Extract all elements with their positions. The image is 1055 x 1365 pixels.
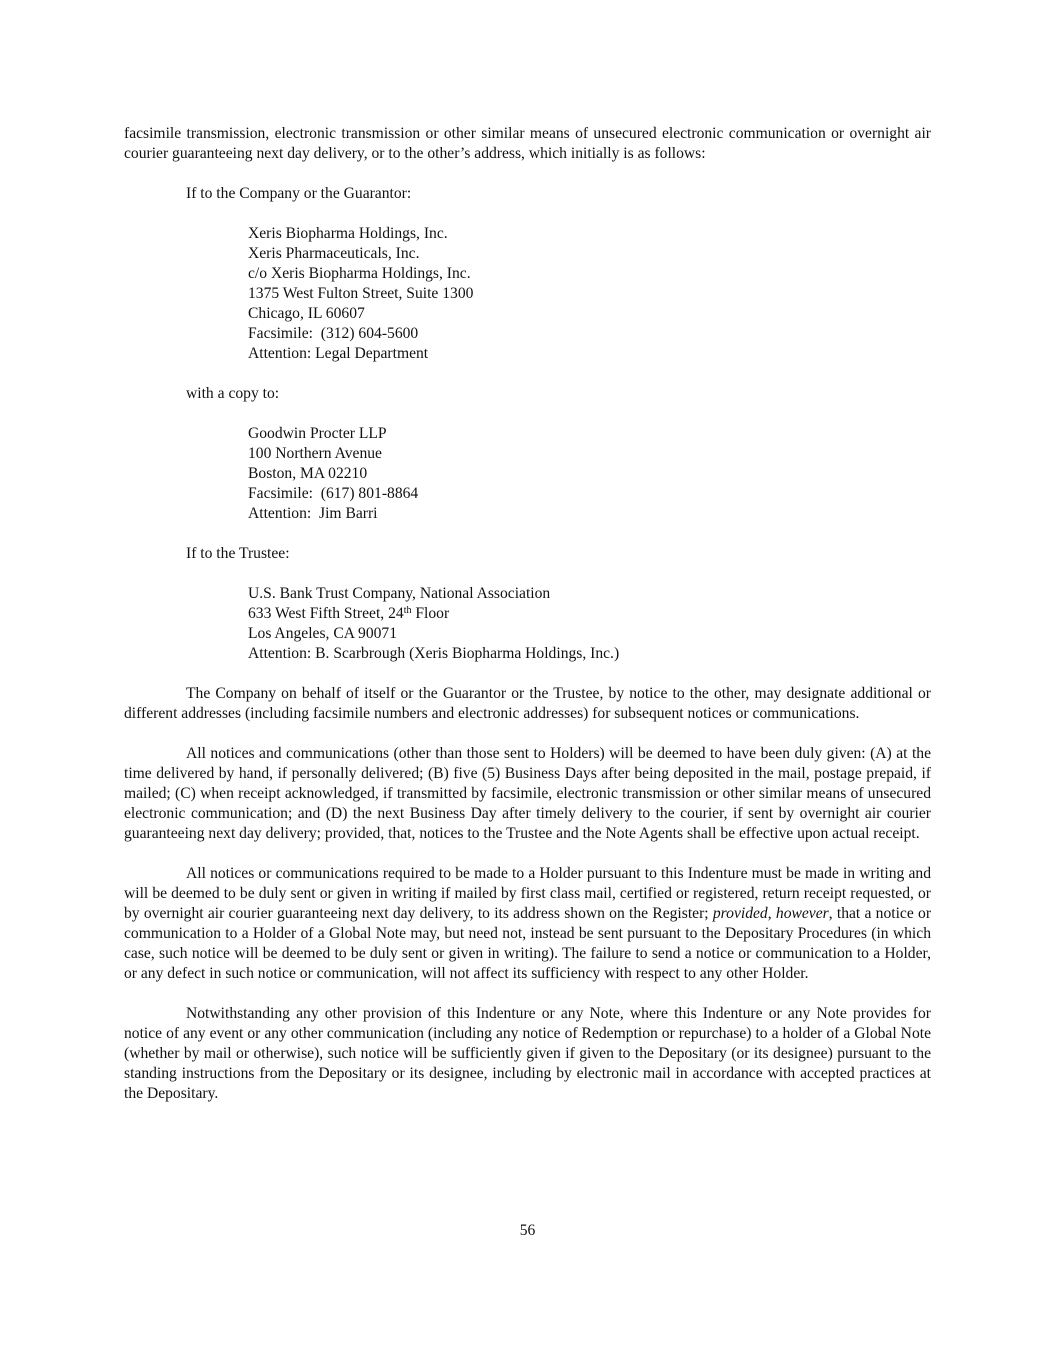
address-line: 100 Northern Avenue: [248, 445, 382, 462]
company-heading: If to the Company or the Guarantor:: [186, 185, 412, 202]
address-line: [248, 604, 931, 624]
trustee-address-block: [124, 584, 931, 664]
address-line: Attention: Legal Department: [248, 345, 429, 362]
copy-heading: with a copy to:: [186, 385, 280, 402]
trustee-heading: If to the Trustee:: [186, 545, 290, 562]
address-line: U.S. Bank Trust Company, National Association: [248, 585, 551, 602]
intro-paragraph: facsimile transmission, electronic transmission or other similar means of unsecured electronic communication or overnight air courier guaranteeing next day delivery, or to the other’s address, which initially is as follows:: [124, 125, 931, 162]
street-text: 633 West Fifth Street, 24: [248, 605, 404, 622]
holder-text-1: All notices or communications required to be made to a Holder pursuant to this Indenture must be made in writing and will be deemed to be duly sent or given in writing if mailed by first class mail, certified or registered, return receipt requested, or by overnight air courier guaranteeing next day delivery, to its address shown on the Register;: [124, 865, 931, 922]
copy-address-block: [124, 424, 931, 524]
holder-notice-paragraph: [124, 864, 931, 984]
address-line: Facsimile: (312) 604-5600: [248, 325, 419, 342]
holder-text-2: , that a notice or communication to a Holder of a Global Note may, but need not, instead be sent pursuant to the Depositary Procedures (in which case, such notice will be deemed to be duly sent or given in writing). The failure to send a notice or communication to a Holder, or any defect in such notice or communication, will not affect its sufficiency with respect to any other Holder.: [124, 905, 932, 982]
address-line: 1375 West Fulton Street, Suite 1300: [248, 285, 474, 302]
address-line: Attention: B. Scarbrough (Xeris Biopharma Holdings, Inc.): [248, 645, 620, 662]
company-address-block: [124, 224, 931, 364]
address-line: Xeris Biopharma Holdings, Inc.: [248, 225, 448, 242]
floor-text: Floor: [411, 605, 450, 622]
address-line: Boston, MA 02210: [248, 465, 368, 482]
address-line: Goodwin Procter LLP: [248, 425, 387, 442]
address-line: Los Angeles, CA 90071: [248, 625, 398, 642]
ordinal-suffix: th: [403, 605, 412, 616]
address-line: Facsimile: (617) 801-8864: [248, 485, 419, 502]
however-term: however: [775, 905, 829, 922]
page-number: 56: [519, 1222, 536, 1239]
deemed-given-paragraph: All notices and communications (other than those sent to Holders) will be deemed to have been duly given: (A) at the time delivered by hand, if personally delivered; (B) five (5) Business Days after being deposited in the mail, postage prepaid, if mailed; (C) when receipt acknowledged, if transmitted by facsimile, electronic transmission or other similar means of unsecured electronic communication; and (D) the next Business Day after timely delivery to the courier, if sent by overnight air courier guaranteeing next day delivery; provided, that, notices to the Trustee and the Note Agents shall be effective upon actual receipt.: [124, 745, 931, 842]
designate-paragraph: The Company on behalf of itself or the Guarantor or the Trustee, by notice to the other, may designate additional or different addresses (including facsimile numbers and electronic addresses) for subsequent notices or communications.: [124, 685, 931, 722]
address-line: c/o Xeris Biopharma Holdings, Inc.: [248, 265, 471, 282]
provided-term: provided: [712, 905, 768, 922]
comma-text: ,: [767, 905, 776, 922]
address-line: Xeris Pharmaceuticals, Inc.: [248, 245, 420, 262]
address-line: Chicago, IL 60607: [248, 305, 365, 322]
address-line: Attention: Jim Barri: [248, 505, 378, 522]
document-page: [124, 124, 931, 1104]
notwithstanding-paragraph: Notwithstanding any other provision of this Indenture or any Note, where this Indenture or any Note provides for notice of any event or any other communication (including any notice of Redemption or repurchase) to a holder of a Global Note (whether by mail or otherwise), such notice will be sufficiently given if given to the Depositary (or its designee) pursuant to the standing instructions from the Depositary or its designee, including by electronic mail in accordance with accepted practices at the Depositary.: [124, 1005, 931, 1102]
